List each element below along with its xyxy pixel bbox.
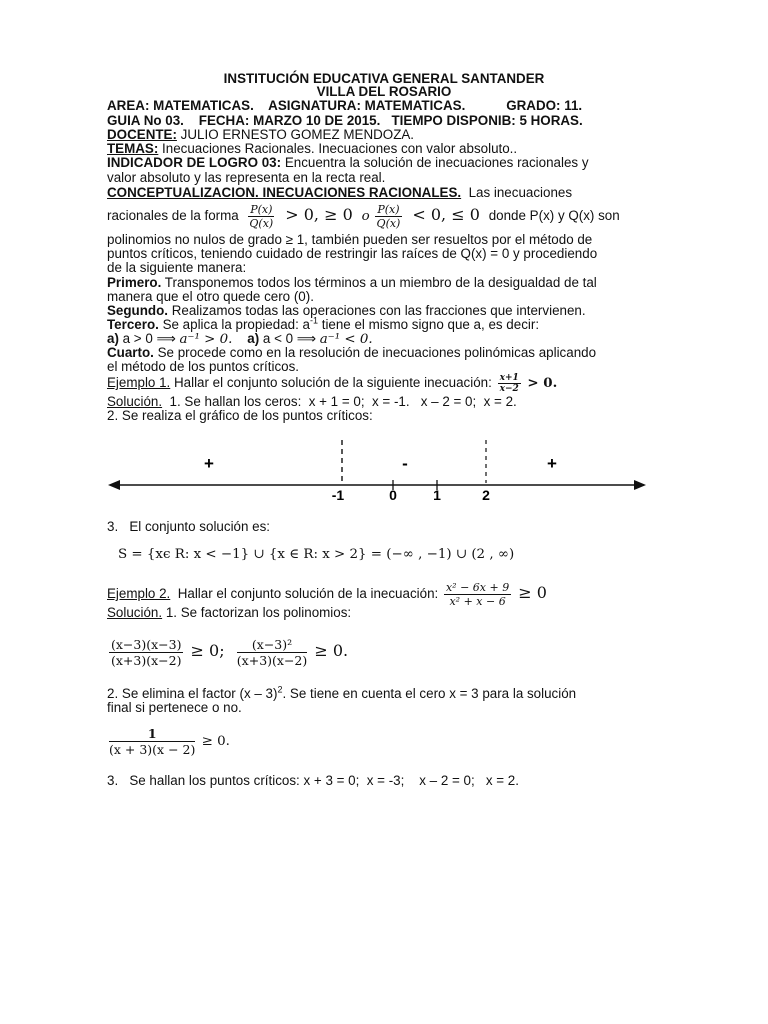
- solution-set: S = {xϵ R: x < −1} ∪ {x ∈ R: x > 2} = (−∞ , −1) ∪ (2 , ∞): [118, 547, 515, 562]
- sign-right: +: [547, 454, 557, 473]
- step-primero: Primero. Transponemos todos los términos a un miembro de la desigualdad de tal: [107, 275, 597, 290]
- docente-line: [107, 127, 414, 142]
- temas-line: [107, 141, 517, 156]
- ejemplo2-line: Ejemplo 2. Hallar el conjunto solución de la inecuación: $\frac{\text{x² − 6x + 9}}{\text{x² + x − 6}}$ ≥ 0: [107, 580, 547, 608]
- docente-label: DOCENTE:: [107, 127, 177, 142]
- step-primero-2: manera que el otro quede cero (0).: [107, 289, 314, 304]
- institution-title: INSTITUCIÓN EDUCATIVA GENERAL SANTANDER: [223, 71, 545, 86]
- guia-line: GUIA No 03. FECHA: MARZO 10 DE 2015. TIEMPO DISPONIB: 5 HORAS.: [107, 113, 583, 128]
- ejemplo1-step2: 2. Se realiza el gráfico de los puntos críticos:: [107, 408, 373, 423]
- docente-value: JULIO ERNESTO GOMEZ MENDOZA.: [176, 127, 415, 142]
- tick-label-1: 1: [433, 487, 441, 503]
- ejemplo2-step3: 3. Se hallan los puntos críticos: x + 3 = 0; x = -3; x – 2 = 0; x = 2.: [107, 773, 519, 788]
- concept-line-4: puntos críticos, teniendo cuidado de restringir las raíces de Q(x) = 0 y procediendo: [107, 246, 598, 261]
- step-segundo: Segundo. Realizamos todas las operaciones con las fracciones que intervienen.: [107, 303, 586, 318]
- tick-label-2: 2: [482, 487, 490, 503]
- indicador-value: Encuentra la solución de inecuaciones racionales y: [281, 155, 589, 170]
- temas-value: Inecuaciones Racionales. Inecuaciones con valor absoluto..: [158, 141, 518, 156]
- step-cuarto: Cuarto. Se procede como en la resolución de inecuaciones polinómicas aplicando: [107, 345, 597, 360]
- left-arrow-icon: [108, 480, 120, 490]
- fraction-p-over-q: $\frac{P(x)}{Q(x)}$: [249, 202, 274, 230]
- sign-middle: -: [402, 454, 408, 473]
- ejemplo1-line: Ejemplo 1. Hallar el conjunto solución de la siguiente inecuación: $\frac{x+1}{x-2}$ > 0.: [107, 372, 558, 394]
- ejemplo2-step2-2: final si pertenece o no.: [107, 700, 242, 715]
- step-properties: a) a > 0 ⟹ a⁻¹ > 0. a) a < 0 ⟹ a⁻¹ < 0.: [107, 331, 373, 347]
- ejemplo1-fraction: $\frac{x+1}{x-2}$: [499, 372, 519, 394]
- factored-fraction-2: $\frac{\text{(x−3)²}}{(x+3)(x-2)}$: [236, 636, 308, 668]
- sign-left: +: [204, 454, 214, 473]
- ejemplo2-step2: 2. Se elimina el factor (x – 3)$^2$. Se tiene en cuenta el cero x = 3 para la solución: [107, 684, 577, 701]
- indicador-line: [107, 155, 589, 170]
- ejemplo1-step3: 3. El conjunto solución es:: [107, 519, 271, 534]
- reduced-fraction: $\frac{1}{(x + 3)(x - 2)}$: [109, 725, 196, 757]
- town-title: VILLA DEL ROSARIO: [316, 84, 452, 99]
- ejemplo2-fraction: $\frac{\text{x² − 6x + 9}}{\text{x² + x − 6}}$: [445, 580, 510, 608]
- concept-forma-line: racionales de la forma $\frac{P(x)}{Q(x)}$ > 0, ≥ 0 o $\frac{P(x)}{Q(x)}$ < 0, ≤ 0 donde P(x) y Q(x) son: [107, 202, 620, 230]
- concept-line-3: polinomios no nulos de grado ≥ 1, también pueden ser resueltos por el método de: [107, 232, 593, 247]
- concept-heading-line: CONCEPTUALIZACION. INECUACIONES RACIONALES. Las inecuaciones: [107, 185, 573, 200]
- tick-label-minus1: -1: [331, 487, 345, 503]
- factored-fraction-1: $\frac{(x-3)(x-3)}{(x+3)(x-2)}$: [111, 636, 182, 668]
- step-tercero: Tercero. Se aplica la propiedad: $a^{-1}$ tiene el mismo signo que a, es decir:: [107, 315, 540, 332]
- area-line: AREA: MATEMATICAS. ASIGNATURA: MATEMATICAS. GRADO: 11.: [107, 98, 583, 113]
- ejemplo1-solucion: Solución. 1. Se hallan los ceros: x + 1 = 0; x = -1. x – 2 = 0; x = 2.: [107, 394, 517, 409]
- ejemplo2-solucion: Solución. 1. Se factorizan los polinomios:: [107, 605, 352, 620]
- tick-label-0: 0: [389, 487, 397, 503]
- concept-heading: CONCEPTUALIZACION. INECUACIONES RACIONALES.: [107, 185, 462, 200]
- step-cuarto-2: el método de los puntos críticos.: [107, 359, 300, 374]
- right-arrow-icon: [634, 480, 646, 490]
- reduced-fraction-line: $\frac{1}{(x + 3)(x - 2)}$ ≥ 0.: [109, 725, 230, 757]
- indicador-line-2: valor absoluto y las representa en la recta real.: [107, 170, 386, 185]
- factored-fractions: $\frac{(x-3)(x-3)}{(x+3)(x-2)}$ ≥ 0; $\frac{\text{(x−3)²}}{(x+3)(x-2)}$ ≥ 0.: [111, 636, 349, 668]
- concept-line-5: de la siguiente manera:: [107, 260, 247, 275]
- temas-label: TEMAS:: [107, 141, 159, 156]
- indicador-label: INDICADOR DE LOGRO 03:: [107, 155, 282, 170]
- ejemplo1-label: Ejemplo 1.: [107, 375, 171, 390]
- ejemplo2-label: Ejemplo 2.: [107, 586, 171, 601]
- fraction-p-over-q-2: $\frac{P(x)}{Q(x)}$: [376, 202, 401, 230]
- critical-points-number-line: [100, 436, 660, 506]
